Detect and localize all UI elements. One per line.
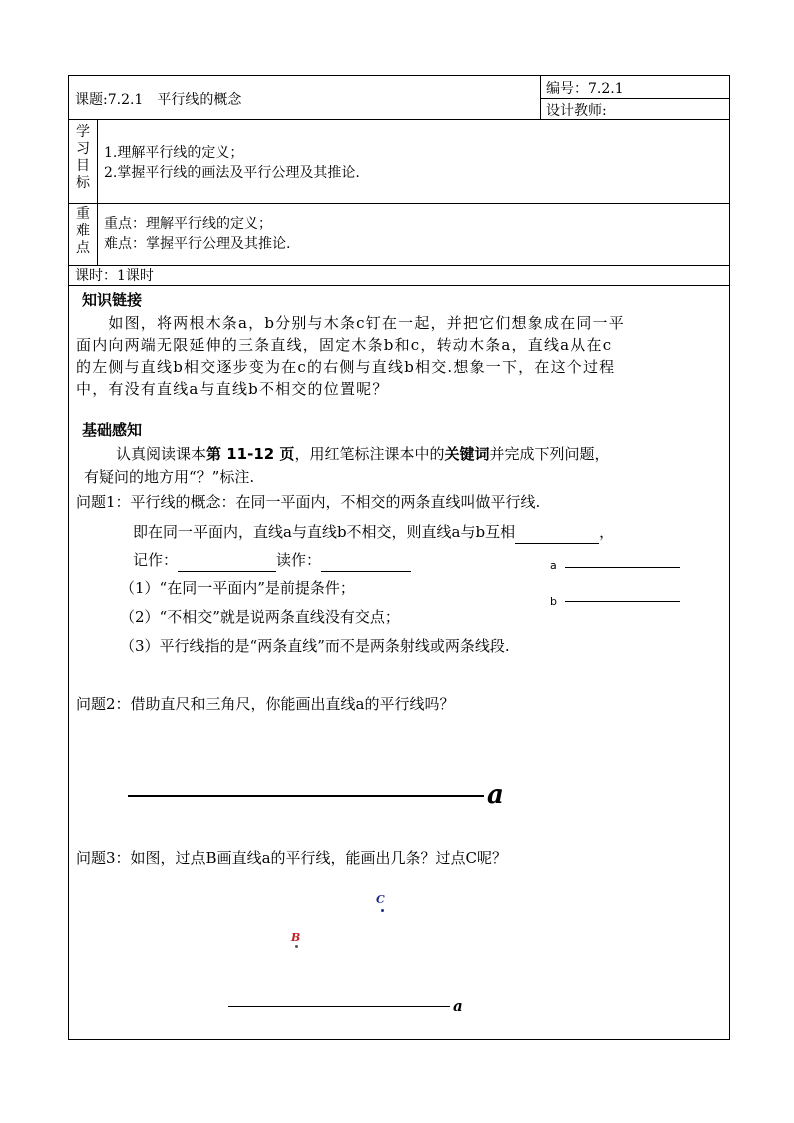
lesson-title: 课题:7.2.1 平行线的概念 (75, 92, 242, 108)
q3-line-a (228, 1006, 450, 1007)
q1-notation-blank[interactable] (178, 557, 276, 572)
q3-title: 问题3：如图，过点B画直线a的平行线，能画出几条？过点C呢？ (76, 849, 507, 867)
q3-label-a: a (453, 997, 463, 1015)
row-divider-3 (68, 265, 730, 266)
q1-fig-label-a: a (550, 559, 557, 572)
knowledge-line-4: 中，有没有直线a与直线b不相交的位置呢？ (76, 380, 389, 398)
q1-statement: 即在同一平面内，直线a与直线b不相交，则直线a与b互相 (133, 523, 516, 541)
header-divider (540, 75, 541, 119)
q1-note-1: （1）“在同一平面内”是前提条件； (120, 579, 355, 597)
intro-text-mid: ，用红笔标注课本中的 (294, 445, 445, 463)
q1-line-1 (133, 520, 614, 544)
q1-line-a (565, 567, 680, 568)
q3-point-b (295, 945, 298, 948)
basics-intro (116, 442, 609, 466)
q3-point-c (381, 909, 384, 912)
q1-answer-blank[interactable] (515, 529, 599, 544)
knowledge-heading: 知识链接 (82, 291, 143, 309)
objective-2: 2.掌握平行线的画法及平行公理及其推论. (104, 165, 360, 181)
q1-note-2: （2）“不相交”就是说两条直线没有交点； (120, 608, 400, 626)
q2-line-a (128, 795, 484, 797)
q1-comma: ， (599, 523, 615, 541)
q2-label-a: a (487, 780, 504, 810)
q1-read-label: 读作： (276, 551, 322, 569)
intro-keyword: 关键词 (444, 445, 490, 463)
q1-note-3: （3）平行线指的是“两条直线”而不是两条射线或两条线段. (120, 637, 510, 655)
q1-notation-label: 记作： (133, 551, 179, 569)
q2-title: 问题2：借助直尺和三角尺，你能画出直线a的平行线吗？ (76, 695, 455, 713)
basics-heading: 基础感知 (82, 421, 143, 439)
q3-point-b-label: B (291, 931, 301, 944)
row-divider-1 (68, 119, 730, 120)
knowledge-line-3: 的左侧与直线b相交逐步变为在c的右侧与直线b相交.想象一下，在这个过程 (76, 358, 616, 376)
keypoint-1: 重点：理解平行线的定义； (104, 216, 272, 232)
intro-text: 认真阅读课本 (116, 445, 207, 463)
intro-pages: 第 11-12 页 (206, 445, 295, 463)
row-divider-4 (68, 285, 730, 286)
header-subdivider (540, 98, 730, 99)
label-column-divider (97, 119, 98, 265)
q1-title: 问题1：平行线的概念：在同一平面内，不相交的两条直线叫做平行线. (76, 493, 541, 511)
knowledge-line-1: 如图，将两根木条a，b分别与木条c钉在一起，并把它们想象成在同一平 (76, 314, 625, 332)
lesson-code: 编号：7.2.1 (546, 81, 624, 97)
class-period: 课时：1课时 (75, 268, 154, 284)
keypoints-label: 重 难 点 (76, 206, 90, 256)
keypoint-2: 难点：掌握平行公理及其推论. (104, 236, 291, 252)
designer-label: 设计教师: (546, 103, 607, 119)
q1-line-b (565, 601, 680, 602)
q1-notation-line (133, 548, 411, 572)
objectives-label: 学 习 目 标 (76, 124, 90, 191)
knowledge-line-2: 面内向两端无限延伸的三条直线，固定木条b和c，转动木条a，直线a从在c (76, 336, 613, 354)
row-divider-2 (68, 203, 730, 204)
basics-intro-2: 有疑问的地方用“？”标注. (84, 468, 255, 486)
q1-read-blank[interactable] (321, 557, 411, 572)
objective-1: 1.理解平行线的定义； (104, 145, 244, 161)
q1-fig-label-b: b (550, 595, 557, 608)
intro-text-end: 并完成下列问题， (489, 445, 610, 463)
q3-point-c-label: C (376, 893, 385, 906)
